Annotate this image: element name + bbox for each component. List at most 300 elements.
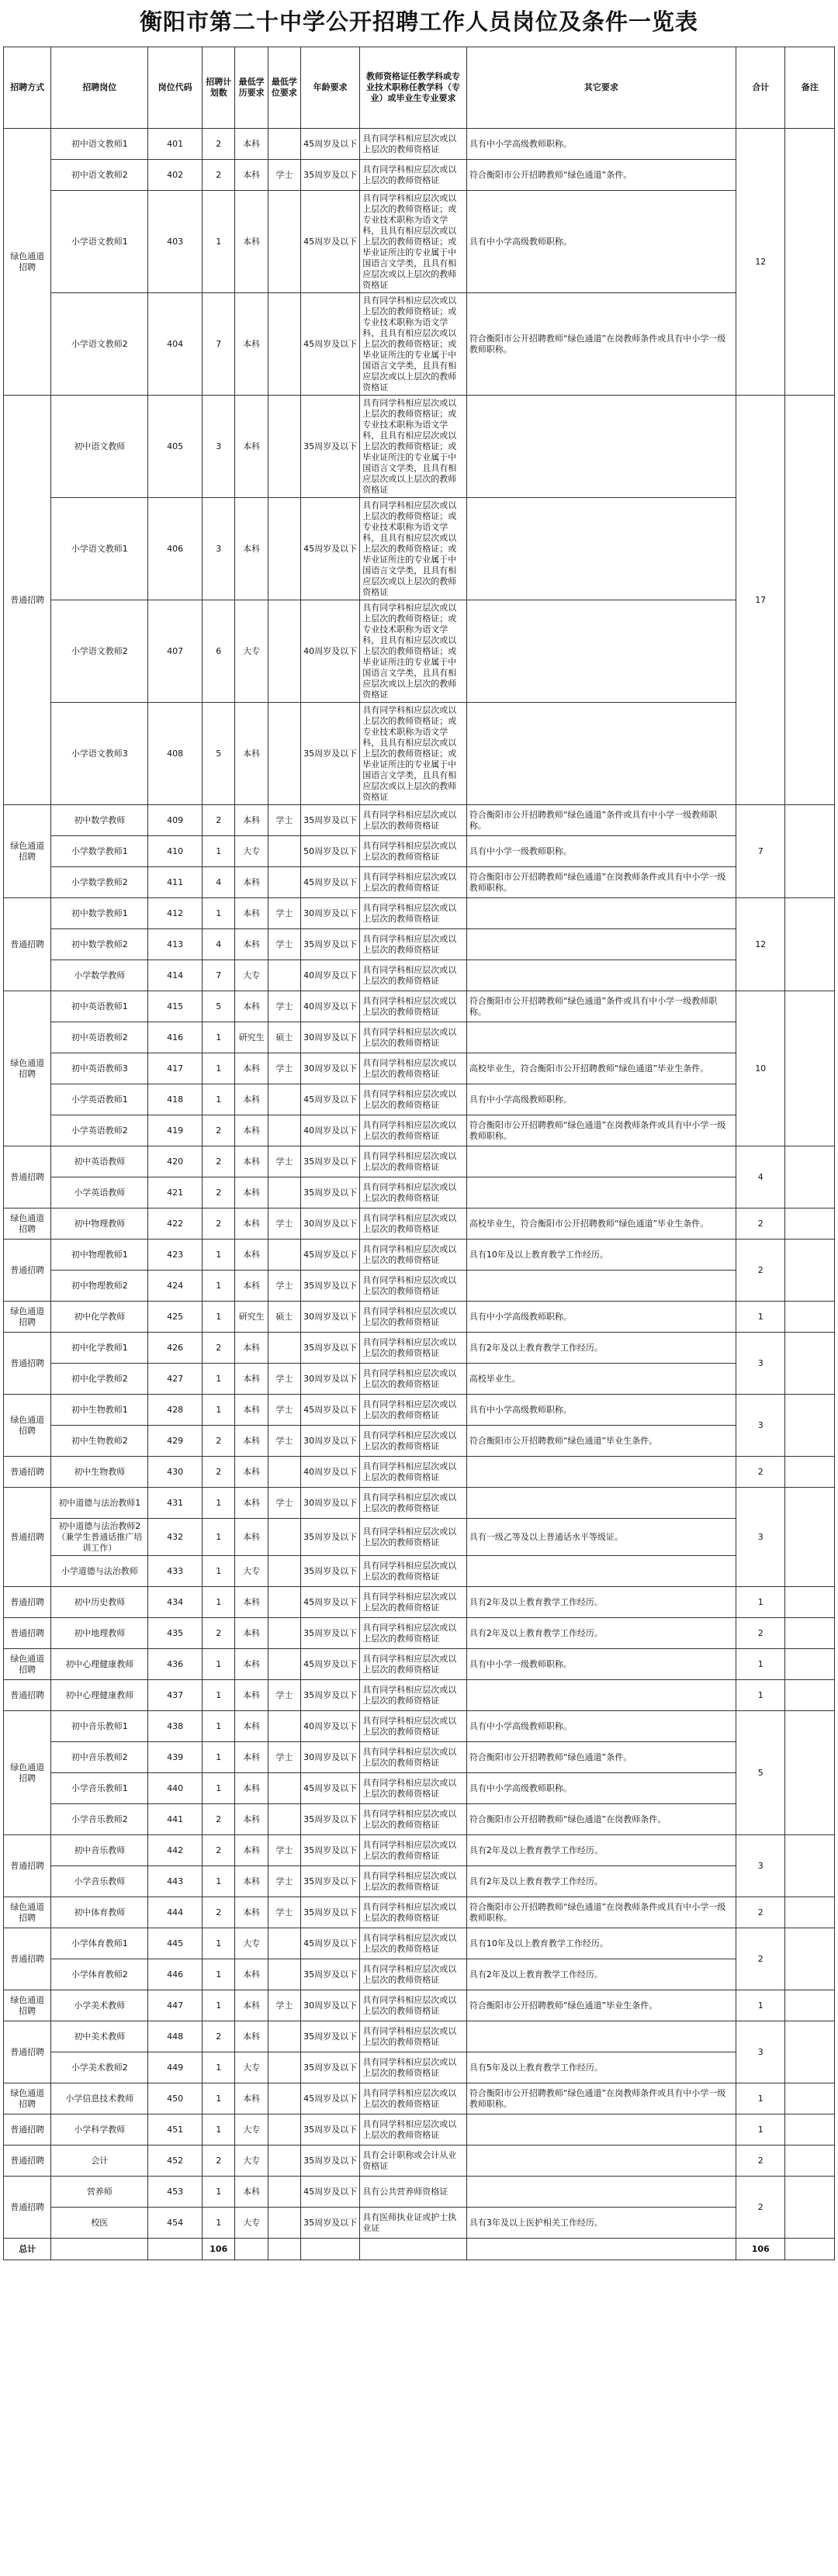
certificate-cell: 具有同学科相应层次或以上层次的教师资格证；或专业技术职称为语文学科，且具有相应层次或以上层次的教师资格证；或毕业证所注的专业属于中国语言文学类，且具有相应层次或以上层次的教师资格证 xyxy=(360,396,467,498)
education-cell: 大专 xyxy=(235,1928,268,1959)
table-row xyxy=(4,2146,835,2177)
remark-cell xyxy=(785,1240,835,1302)
recruit-method-cell: 普通招聘 xyxy=(4,1146,51,1208)
certificate-cell: 具有同学科相应层次或以上层次的教师资格证 xyxy=(360,2114,467,2146)
remark-cell xyxy=(785,1146,835,1208)
age-cell: 35周岁及以下 xyxy=(301,2146,360,2177)
group-total-cell: 1 xyxy=(736,2114,784,2146)
degree-cell: 学士 xyxy=(268,1395,300,1426)
table-row xyxy=(4,2177,835,2208)
table-row xyxy=(4,293,835,396)
plan-cell: 4 xyxy=(203,929,235,960)
certificate-cell: 具有同学科相应层次或以上层次的教师资格证 xyxy=(360,1519,467,1556)
certificate-cell: 具有同学科相应层次或以上层次的教师资格证 xyxy=(360,2021,467,2052)
education-cell: 本科 xyxy=(235,1897,268,1928)
plan-cell: 2 xyxy=(203,1897,235,1928)
post-cell: 小学道德与法治教师 xyxy=(51,1556,148,1587)
recruit-method-cell: 普通招聘 xyxy=(4,1835,51,1897)
table-row xyxy=(4,1556,835,1587)
plan-cell: 1 xyxy=(203,1022,235,1053)
certificate-cell: 具有公共营养师资格证 xyxy=(360,2177,467,2208)
age-cell: 45周岁及以下 xyxy=(301,1587,360,1618)
plan-cell: 2 xyxy=(203,805,235,836)
code-cell: 449 xyxy=(148,2052,203,2083)
table-row xyxy=(4,836,835,867)
group-total-cell: 12 xyxy=(736,129,784,396)
plan-cell: 2 xyxy=(203,1333,235,1364)
recruit-method-cell: 绿色通道招聘 xyxy=(4,129,51,396)
code-cell: 403 xyxy=(148,191,203,293)
table-row xyxy=(4,191,835,293)
group-total-cell: 2 xyxy=(736,1928,784,1990)
plan-cell: 2 xyxy=(203,1618,235,1649)
post-cell: 初中数学教师 xyxy=(51,805,148,836)
post-cell: 初中英语教师2 xyxy=(51,1022,148,1053)
remark-cell xyxy=(785,2114,835,2146)
other-requirement-cell: 具有2年及以上教育教学工作经历。 xyxy=(466,1333,736,1364)
table-row xyxy=(4,1177,835,1208)
certificate-cell: 具有同学科相应层次或以上层次的教师资格证；或专业技术职称为语文学科，且具有相应层次或以上层次的教师资格证；或毕业证所注的专业属于中国语言文学类，且具有相应层次或以上层次的教师资格证 xyxy=(360,293,467,396)
post-cell: 小学语文教师3 xyxy=(51,703,148,805)
degree-cell xyxy=(268,2052,300,2083)
group-total-cell: 1 xyxy=(736,1302,784,1333)
age-cell: 30周岁及以下 xyxy=(301,898,360,929)
plan-cell: 1 xyxy=(203,1053,235,1084)
post-cell: 小学语文教师1 xyxy=(51,498,148,600)
table-row xyxy=(4,1742,835,1773)
remark-cell xyxy=(785,805,835,898)
education-cell: 本科 xyxy=(235,396,268,498)
table-row xyxy=(4,1990,835,2021)
education-cell: 本科 xyxy=(235,1457,268,1488)
degree-cell xyxy=(268,293,300,396)
code-cell: 414 xyxy=(148,960,203,991)
table-row xyxy=(4,498,835,600)
certificate-cell: 具有同学科相应层次或以上层次的教师资格证 xyxy=(360,1333,467,1364)
plan-cell: 1 xyxy=(203,1680,235,1711)
age-cell: 35周岁及以下 xyxy=(301,1897,360,1928)
other-requirement-cell xyxy=(466,1488,736,1519)
age-cell: 35周岁及以下 xyxy=(301,805,360,836)
education-cell: 本科 xyxy=(235,1208,268,1240)
plan-cell: 1 xyxy=(203,1271,235,1302)
recruitment-table xyxy=(3,47,835,2260)
header-education: 最低学历要求 xyxy=(235,47,268,129)
other-requirement-cell: 具有中小学一级教师职称。 xyxy=(466,836,736,867)
age-cell: 35周岁及以下 xyxy=(301,2052,360,2083)
group-total-cell: 10 xyxy=(736,991,784,1146)
plan-cell: 1 xyxy=(203,2208,235,2239)
age-cell: 35周岁及以下 xyxy=(301,2021,360,2052)
age-cell: 45周岁及以下 xyxy=(301,498,360,600)
post-cell: 初中生物教师1 xyxy=(51,1395,148,1426)
degree-cell: 学士 xyxy=(268,1680,300,1711)
table-row xyxy=(4,703,835,805)
age-cell: 35周岁及以下 xyxy=(301,1556,360,1587)
table-row xyxy=(4,1302,835,1333)
group-total-cell: 7 xyxy=(736,805,784,898)
certificate-cell: 具有同学科相应层次或以上层次的教师资格证；或专业技术职称为语文学科，且具有相应层次或以上层次的教师资格证；或毕业证所注的专业属于中国语言文学类，且具有相应层次或以上层次的教师资格证 xyxy=(360,498,467,600)
remark-cell xyxy=(785,1395,835,1457)
other-requirement-cell: 具有中小学高级教师职称。 xyxy=(466,1395,736,1426)
degree-cell xyxy=(268,1959,300,1990)
certificate-cell: 具有同学科相应层次或以上层次的教师资格证 xyxy=(360,1084,467,1115)
certificate-cell: 具有同学科相应层次或以上层次的教师资格证；或专业技术职称为语文学科，且具有相应层次或以上层次的教师资格证；或毕业证所注的专业属于中国语言文学类，且具有相应层次或以上层次的教师资格证 xyxy=(360,191,467,293)
code-cell: 452 xyxy=(148,2146,203,2177)
table-row xyxy=(4,2052,835,2083)
recruit-method-cell: 普通招聘 xyxy=(4,1618,51,1649)
education-cell: 大专 xyxy=(235,600,268,703)
degree-cell xyxy=(268,2146,300,2177)
table-row xyxy=(4,1680,835,1711)
certificate-cell: 具有同学科相应层次或以上层次的教师资格证 xyxy=(360,1897,467,1928)
code-cell: 432 xyxy=(148,1519,203,1556)
age-cell: 35周岁及以下 xyxy=(301,1146,360,1177)
post-cell: 初中历史教师 xyxy=(51,1587,148,1618)
post-cell: 初中音乐教师2 xyxy=(51,1742,148,1773)
post-cell: 小学数学教师 xyxy=(51,960,148,991)
age-cell: 45周岁及以下 xyxy=(301,1395,360,1426)
education-cell: 本科 xyxy=(235,1680,268,1711)
certificate-cell: 具有同学科相应层次或以上层次的教师资格证 xyxy=(360,1488,467,1519)
remark-cell xyxy=(785,1302,835,1333)
age-cell: 40周岁及以下 xyxy=(301,960,360,991)
certificate-cell: 具有同学科相应层次或以上层次的教师资格证；或专业技术职称为语文学科，且具有相应层次或以上层次的教师资格证；或毕业证所注的专业属于中国语言文学类，且具有相应层次或以上层次的教师资格证 xyxy=(360,600,467,703)
age-cell: 30周岁及以下 xyxy=(301,1426,360,1457)
age-cell: 40周岁及以下 xyxy=(301,600,360,703)
age-cell: 30周岁及以下 xyxy=(301,1488,360,1519)
education-cell: 大专 xyxy=(235,1556,268,1587)
table-row xyxy=(4,1649,835,1680)
group-total-cell: 1 xyxy=(736,1990,784,2021)
degree-cell xyxy=(268,703,300,805)
code-cell: 401 xyxy=(148,129,203,160)
age-cell: 35周岁及以下 xyxy=(301,1804,360,1835)
education-cell: 本科 xyxy=(235,1742,268,1773)
post-cell: 初中生物教师2 xyxy=(51,1426,148,1457)
other-requirement-cell: 具有3年及以上医护相关工作经历。 xyxy=(466,2208,736,2239)
certificate-cell: 具有同学科相应层次或以上层次的教师资格证 xyxy=(360,1053,467,1084)
certificate-cell: 具有同学科相应层次或以上层次的教师资格证 xyxy=(360,1177,467,1208)
code-cell: 443 xyxy=(148,1866,203,1897)
other-requirement-cell: 符合衡阳市公开招聘教师“绿色通道”条件。 xyxy=(466,160,736,191)
plan-cell: 2 xyxy=(203,1457,235,1488)
education-cell: 本科 xyxy=(235,1488,268,1519)
other-requirement-cell: 符合衡阳市公开招聘教师“绿色通道”条件。 xyxy=(466,1742,736,1773)
remark-cell xyxy=(785,2021,835,2083)
plan-cell: 5 xyxy=(203,703,235,805)
post-cell: 初中英语教师1 xyxy=(51,991,148,1022)
certificate-cell: 具有同学科相应层次或以上层次的教师资格证；或专业技术职称为语文学科，且具有相应层次或以上层次的教师资格证；或毕业证所注的专业属于中国语言文学类，且具有相应层次或以上层次的教师资格证 xyxy=(360,703,467,805)
age-cell: 40周岁及以下 xyxy=(301,991,360,1022)
page-title: 衡阳市第二十中学公开招聘工作人员岗位及条件一览表 xyxy=(139,9,698,35)
education-cell: 本科 xyxy=(235,191,268,293)
table-row xyxy=(4,929,835,960)
post-cell: 初中道德与法治教师1 xyxy=(51,1488,148,1519)
certificate-cell: 具有同学科相应层次或以上层次的教师资格证 xyxy=(360,1115,467,1146)
degree-cell: 学士 xyxy=(268,1990,300,2021)
total-empty xyxy=(148,2239,203,2260)
degree-cell xyxy=(268,191,300,293)
certificate-cell: 具有同学科相应层次或以上层次的教师资格证 xyxy=(360,1556,467,1587)
post-cell: 初中物理教师1 xyxy=(51,1240,148,1271)
post-cell: 小学信息技术教师 xyxy=(51,2083,148,2114)
age-cell: 45周岁及以下 xyxy=(301,2177,360,2208)
other-requirement-cell: 符合衡阳市公开招聘教师“绿色通道”在岗教师条件。 xyxy=(466,1804,736,1835)
education-cell: 本科 xyxy=(235,1426,268,1457)
degree-cell: 学士 xyxy=(268,898,300,929)
post-cell: 小学音乐教师 xyxy=(51,1866,148,1897)
table-row xyxy=(4,898,835,929)
other-requirement-cell xyxy=(466,1271,736,1302)
remark-cell xyxy=(785,2177,835,2239)
age-cell: 35周岁及以下 xyxy=(301,396,360,498)
recruit-method-cell: 绿色通道招聘 xyxy=(4,1990,51,2021)
other-requirement-cell: 符合衡阳市公开招聘教师“绿色通道”在岗教师条件或具有中小学一级教师职称。 xyxy=(466,1115,736,1146)
plan-cell: 1 xyxy=(203,1711,235,1742)
degree-cell: 学士 xyxy=(268,1053,300,1084)
education-cell: 本科 xyxy=(235,2021,268,2052)
table-row xyxy=(4,805,835,836)
education-cell: 本科 xyxy=(235,1115,268,1146)
degree-cell xyxy=(268,1928,300,1959)
certificate-cell: 具有同学科相应层次或以上层次的教师资格证 xyxy=(360,836,467,867)
code-cell: 453 xyxy=(148,2177,203,2208)
recruit-method-cell: 普通招聘 xyxy=(4,396,51,805)
table-row xyxy=(4,1426,835,1457)
age-cell: 35周岁及以下 xyxy=(301,1835,360,1866)
code-cell: 425 xyxy=(148,1302,203,1333)
header-total: 合计 xyxy=(736,47,784,129)
table-row xyxy=(4,1804,835,1835)
group-total-cell: 2 xyxy=(736,1208,784,1240)
other-requirement-cell: 符合衡阳市公开招聘教师“绿色通道”毕业生条件。 xyxy=(466,1990,736,2021)
certificate-cell: 具有同学科相应层次或以上层次的教师资格证 xyxy=(360,1928,467,1959)
post-cell: 小学语文教师2 xyxy=(51,293,148,396)
code-cell: 431 xyxy=(148,1488,203,1519)
code-cell: 427 xyxy=(148,1364,203,1395)
education-cell: 本科 xyxy=(235,1084,268,1115)
table-row xyxy=(4,1271,835,1302)
remark-cell xyxy=(785,129,835,396)
table-row xyxy=(4,160,835,191)
other-requirement-cell xyxy=(466,929,736,960)
total-empty xyxy=(785,2239,835,2260)
remark-cell xyxy=(785,1928,835,1990)
table-row xyxy=(4,1084,835,1115)
education-cell: 本科 xyxy=(235,498,268,600)
group-total-cell: 2 xyxy=(736,1240,784,1302)
table-row xyxy=(4,1866,835,1897)
certificate-cell: 具有同学科相应层次或以上层次的教师资格证 xyxy=(360,1587,467,1618)
other-requirement-cell: 具有10年及以上教育教学工作经历。 xyxy=(466,1928,736,1959)
code-cell: 442 xyxy=(148,1835,203,1866)
education-cell: 本科 xyxy=(235,129,268,160)
age-cell: 45周岁及以下 xyxy=(301,191,360,293)
education-cell: 本科 xyxy=(235,1959,268,1990)
certificate-cell: 具有同学科相应层次或以上层次的教师资格证 xyxy=(360,129,467,160)
group-total-cell: 1 xyxy=(736,2083,784,2114)
total-row xyxy=(4,2239,835,2260)
degree-cell xyxy=(268,1804,300,1835)
group-total-cell: 1 xyxy=(736,1649,784,1680)
post-cell: 小学数学教师1 xyxy=(51,836,148,867)
degree-cell xyxy=(268,836,300,867)
table-row xyxy=(4,1835,835,1866)
certificate-cell: 具有同学科相应层次或以上层次的教师资格证 xyxy=(360,1364,467,1395)
recruit-method-cell: 普通招聘 xyxy=(4,1587,51,1618)
certificate-cell: 具有同学科相应层次或以上层次的教师资格证 xyxy=(360,1240,467,1271)
certificate-cell: 具有医师执业证或护士执业证 xyxy=(360,2208,467,2239)
plan-cell: 2 xyxy=(203,2146,235,2177)
recruit-method-cell: 普通招聘 xyxy=(4,1333,51,1395)
code-cell: 409 xyxy=(148,805,203,836)
recruit-method-cell: 普通招聘 xyxy=(4,2177,51,2239)
certificate-cell: 具有同学科相应层次或以上层次的教师资格证 xyxy=(360,1271,467,1302)
plan-cell: 1 xyxy=(203,2114,235,2146)
degree-cell xyxy=(268,2114,300,2146)
post-cell: 初中语文教师 xyxy=(51,396,148,498)
post-cell: 初中道德与法治教师2（兼学生普通话推广培训工作） xyxy=(51,1519,148,1556)
group-total-cell: 2 xyxy=(736,2146,784,2177)
code-cell: 436 xyxy=(148,1649,203,1680)
plan-cell: 1 xyxy=(203,2177,235,2208)
certificate-cell: 具有同学科相应层次或以上层次的教师资格证 xyxy=(360,2083,467,2114)
total-empty xyxy=(235,2239,268,2260)
total-empty xyxy=(360,2239,467,2260)
plan-cell: 6 xyxy=(203,600,235,703)
age-cell: 30周岁及以下 xyxy=(301,1364,360,1395)
post-cell: 初中生物教师 xyxy=(51,1457,148,1488)
degree-cell xyxy=(268,1115,300,1146)
plan-cell: 2 xyxy=(203,1426,235,1457)
age-cell: 45周岁及以下 xyxy=(301,1649,360,1680)
post-cell: 初中化学教师2 xyxy=(51,1364,148,1395)
recruit-method-cell: 普通招聘 xyxy=(4,1240,51,1302)
education-cell: 研究生 xyxy=(235,1022,268,1053)
certificate-cell: 具有同学科相应层次或以上层次的教师资格证 xyxy=(360,1866,467,1897)
post-cell: 初中物理教师 xyxy=(51,1208,148,1240)
recruit-method-cell: 绿色通道招聘 xyxy=(4,1897,51,1928)
education-cell: 本科 xyxy=(235,1395,268,1426)
other-requirement-cell xyxy=(466,1457,736,1488)
education-cell: 本科 xyxy=(235,1519,268,1556)
other-requirement-cell xyxy=(466,703,736,805)
remark-cell xyxy=(785,396,835,805)
remark-cell xyxy=(785,1457,835,1488)
post-cell: 初中化学教师1 xyxy=(51,1333,148,1364)
other-requirement-cell xyxy=(466,1177,736,1208)
education-cell: 大专 xyxy=(235,2052,268,2083)
post-cell: 小学音乐教师1 xyxy=(51,1773,148,1804)
education-cell: 本科 xyxy=(235,1333,268,1364)
group-total-cell: 2 xyxy=(736,1897,784,1928)
certificate-cell: 具有同学科相应层次或以上层次的教师资格证 xyxy=(360,1426,467,1457)
age-cell: 35周岁及以下 xyxy=(301,1177,360,1208)
table-row xyxy=(4,2114,835,2146)
remark-cell xyxy=(785,1897,835,1928)
recruit-method-cell: 绿色通道招聘 xyxy=(4,1649,51,1680)
header-age: 年龄要求 xyxy=(301,47,360,129)
degree-cell: 学士 xyxy=(268,805,300,836)
degree-cell xyxy=(268,1649,300,1680)
education-cell: 本科 xyxy=(235,1364,268,1395)
header-degree: 最低学位要求 xyxy=(268,47,300,129)
education-cell: 本科 xyxy=(235,1773,268,1804)
education-cell: 本科 xyxy=(235,1240,268,1271)
certificate-cell: 具有同学科相应层次或以上层次的教师资格证 xyxy=(360,1773,467,1804)
other-requirement-cell xyxy=(466,2114,736,2146)
plan-cell: 1 xyxy=(203,1959,235,1990)
certificate-cell: 具有同学科相应层次或以上层次的教师资格证 xyxy=(360,1618,467,1649)
degree-cell: 学士 xyxy=(268,1364,300,1395)
table-body xyxy=(4,129,835,2260)
degree-cell xyxy=(268,1084,300,1115)
group-total-cell: 12 xyxy=(736,898,784,991)
table-row xyxy=(4,1395,835,1426)
degree-cell xyxy=(268,960,300,991)
other-requirement-cell xyxy=(466,1146,736,1177)
other-requirement-cell xyxy=(466,898,736,929)
post-cell: 小学英语教师1 xyxy=(51,1084,148,1115)
group-total-cell: 3 xyxy=(736,1333,784,1395)
plan-cell: 1 xyxy=(203,2083,235,2114)
degree-cell xyxy=(268,2177,300,2208)
certificate-cell: 具有同学科相应层次或以上层次的教师资格证 xyxy=(360,898,467,929)
post-cell: 初中心理健康教师 xyxy=(51,1649,148,1680)
education-cell: 研究生 xyxy=(235,1302,268,1333)
plan-cell: 1 xyxy=(203,1240,235,1271)
education-cell: 本科 xyxy=(235,1146,268,1177)
header-code: 岗位代码 xyxy=(148,47,203,129)
code-cell: 418 xyxy=(148,1084,203,1115)
group-total-cell: 5 xyxy=(736,1711,784,1835)
education-cell: 本科 xyxy=(235,1587,268,1618)
plan-cell: 1 xyxy=(203,1587,235,1618)
education-cell: 大专 xyxy=(235,2114,268,2146)
plan-cell: 1 xyxy=(203,1773,235,1804)
plan-cell: 7 xyxy=(203,960,235,991)
table-row xyxy=(4,1959,835,1990)
header-post: 招聘岗位 xyxy=(51,47,148,129)
degree-cell xyxy=(268,1618,300,1649)
age-cell: 35周岁及以下 xyxy=(301,2208,360,2239)
other-requirement-cell xyxy=(466,960,736,991)
plan-cell: 3 xyxy=(203,498,235,600)
post-cell: 初中音乐教师1 xyxy=(51,1711,148,1742)
degree-cell: 学士 xyxy=(268,991,300,1022)
plan-cell: 2 xyxy=(203,1835,235,1866)
code-cell: 411 xyxy=(148,867,203,898)
age-cell: 45周岁及以下 xyxy=(301,129,360,160)
plan-cell: 1 xyxy=(203,1488,235,1519)
degree-cell xyxy=(268,2021,300,2052)
code-cell: 410 xyxy=(148,836,203,867)
education-cell: 本科 xyxy=(235,1835,268,1866)
degree-cell: 学士 xyxy=(268,1146,300,1177)
other-requirement-cell: 具有2年及以上教育教学工作经历。 xyxy=(466,1866,736,1897)
remark-cell xyxy=(785,1618,835,1649)
other-requirement-cell xyxy=(466,1556,736,1587)
code-cell: 441 xyxy=(148,1804,203,1835)
education-cell: 本科 xyxy=(235,867,268,898)
table-row xyxy=(4,129,835,160)
post-cell: 初中语文教师2 xyxy=(51,160,148,191)
remark-cell xyxy=(785,1680,835,1711)
education-cell: 本科 xyxy=(235,805,268,836)
other-requirement-cell: 具有中小学高级教师职称。 xyxy=(466,191,736,293)
certificate-cell: 具有同学科相应层次或以上层次的教师资格证 xyxy=(360,1395,467,1426)
